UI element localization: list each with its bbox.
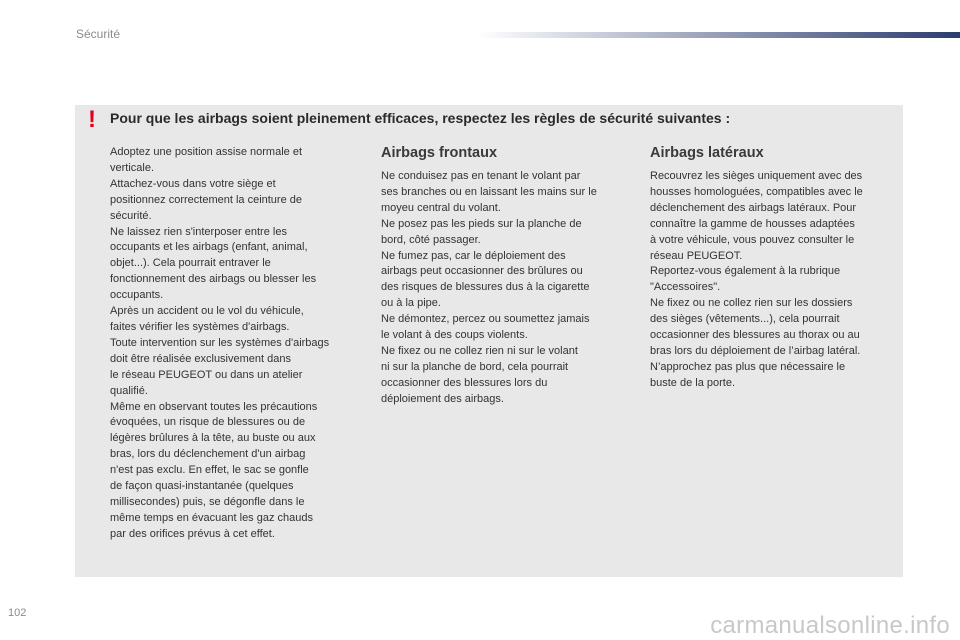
text-line: ni sur la planche de bord, cela pourrait bbox=[381, 360, 569, 373]
text-line: objet...). Cela pourrait entraver le bbox=[110, 257, 271, 270]
text-line: Même en observant toutes les précautions bbox=[110, 400, 318, 413]
side-airbags-title: Airbags latéraux bbox=[650, 145, 764, 161]
text-line: des risques de blessures dus à la cigarette bbox=[381, 281, 590, 294]
text-line: N’approchez pas plus que nécessaire le bbox=[650, 360, 846, 373]
text-line: sécurité. bbox=[110, 209, 152, 222]
text-line: réseau PEUGEOT. bbox=[650, 249, 743, 262]
text-line: occupants. bbox=[110, 289, 164, 302]
text-line: légères brûlures à la tête, au buste ou aux bbox=[110, 432, 316, 445]
column-frontal-airbags bbox=[381, 144, 631, 408]
text-line: ses branches ou en laissant les mains sur le bbox=[381, 185, 597, 198]
text-line: le réseau PEUGEOT ou dans un atelier bbox=[110, 368, 303, 381]
text-line: le volant à des coups violents. bbox=[381, 329, 528, 342]
text-line: des sièges (vêtements...), cela pourrait bbox=[650, 313, 840, 326]
general-text bbox=[110, 145, 362, 543]
text-line: verticale. bbox=[110, 161, 155, 174]
text-line: qualifié. bbox=[110, 384, 148, 397]
text-line: Ne fixez ou ne collez rien ni sur le volant bbox=[381, 344, 578, 357]
text-line: Ne laissez rien s'interposer entre les bbox=[110, 225, 287, 238]
text-line: airbags peut occasionner des brûlures ou bbox=[381, 265, 583, 278]
text-line: Ne fixez ou ne collez rien sur les dossiers bbox=[650, 297, 853, 310]
text-line: Toute intervention sur les systèmes d'airbags bbox=[110, 336, 330, 349]
text-line: Attachez-vous dans votre siège et bbox=[110, 177, 276, 190]
column-side-airbags bbox=[650, 144, 900, 392]
text-line: occasionner des blessures au thorax ou au bbox=[650, 329, 860, 342]
text-line: bras, lors du déclenchement d'un airbag bbox=[110, 448, 306, 461]
text-line: Ne posez pas les pieds sur la planche de bbox=[381, 217, 582, 230]
text-line: Adoptez une position assise normale et bbox=[110, 146, 303, 158]
text-line: évoquées, un risque de blessures ou de bbox=[110, 416, 306, 429]
text-line: de façon quasi-instantanée (quelques bbox=[110, 480, 294, 493]
text-line: Recouvrez les sièges uniquement avec des bbox=[650, 170, 863, 182]
text-line: faites vérifier les systèmes d'airbags. bbox=[110, 320, 290, 333]
text-line: housses homologuées, compatibles avec le bbox=[650, 185, 863, 198]
text-line: à votre véhicule, vous pouvez consulter le bbox=[650, 233, 855, 246]
text-line: Ne démontez, percez ou soumettez jamais bbox=[381, 313, 590, 326]
text-line: Après un accident ou le vol du véhicule, bbox=[110, 305, 304, 318]
text-line: "Accessoires". bbox=[650, 281, 721, 294]
header-bar bbox=[478, 32, 960, 38]
text-line: Ne conduisez pas en tenant le volant par bbox=[381, 170, 581, 182]
text-line: déclenchement des airbags latéraux. Pour bbox=[650, 201, 857, 214]
text-line: moyeu central du volant. bbox=[381, 201, 501, 214]
text-line: par des orifices prévus à cet effet. bbox=[110, 527, 275, 540]
text-line: fonctionnement des airbags ou blesser les bbox=[110, 273, 317, 286]
text-line: ou à la pipe. bbox=[381, 297, 441, 310]
frontal-airbags-title: Airbags frontaux bbox=[381, 145, 498, 161]
section-title: Sécurité bbox=[76, 27, 121, 41]
column-general bbox=[110, 145, 362, 543]
text-line: déploiement des airbags. bbox=[381, 392, 504, 405]
text-line: buste de la porte. bbox=[650, 376, 736, 389]
text-line: même temps en évacuant les gaz chauds bbox=[110, 511, 314, 524]
text-line: connaître la gamme de housses adaptées bbox=[650, 217, 855, 230]
text-line: bras lors du déploiement de l’airbag latéral. bbox=[650, 344, 861, 357]
text-line: Ne fumez pas, car le déploiement des bbox=[381, 249, 566, 262]
text-line: n'est pas exclu. En effet, le sac se gonfle bbox=[110, 464, 309, 477]
text-line: doit être réalisée exclusivement dans bbox=[110, 352, 291, 365]
text-line: occasionner des blessures lors du bbox=[381, 376, 548, 389]
side-airbags-text bbox=[650, 169, 900, 392]
warning-icon: ! bbox=[88, 106, 96, 133]
page-number: 102 bbox=[8, 607, 27, 619]
text-line: positionnez correctement la ceinture de bbox=[110, 193, 302, 206]
text-line: bord, côté passager. bbox=[381, 233, 481, 246]
panel-heading: Pour que les airbags soient pleinement efficaces, respectez les règles de sécurité suivantes : bbox=[110, 110, 731, 126]
text-line: millisecondes) puis, se dégonfle dans le bbox=[110, 495, 305, 508]
text-line: occupants et les airbags (enfant, animal, bbox=[110, 241, 308, 254]
text-line: Reportez-vous également à la rubrique bbox=[650, 265, 841, 278]
watermark: carmanualsonline.info bbox=[710, 612, 950, 639]
frontal-airbags-text bbox=[381, 169, 631, 408]
